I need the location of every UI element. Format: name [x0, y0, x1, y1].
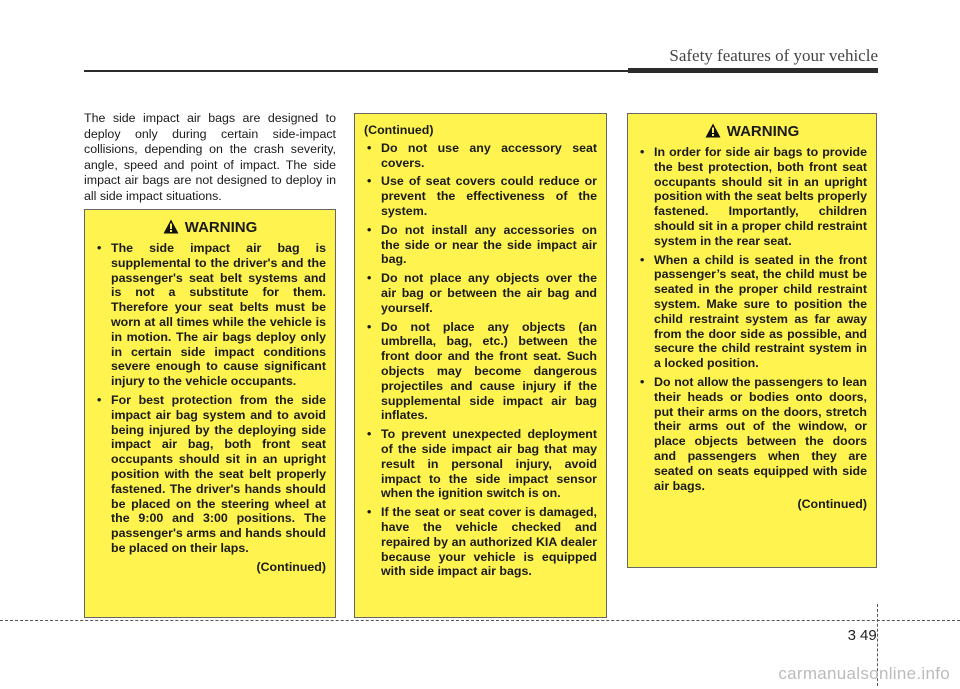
watermark: carmanualsonline.info — [778, 664, 950, 683]
section-header-title: Safety features of your vehicle — [669, 46, 878, 65]
warning-item: • In order for side air bags to provide the best protection, both front seat occupants should sit in an upright position with the seat belts properly fastened. Importantly, children should sit in a proper child restraint system in the rear seat. — [637, 145, 867, 249]
warning-item: • For best protection from the side impact air bag system and to avoid being injured by the deploying side impact air bag, both front seat occupants should sit in an upright position with the seat belt properly fastened. The driver's hands should be placed on the steering wheel at the 9:00 and 3:00 positions. The passenger's arms and hands should be placed on their laps. — [94, 393, 326, 556]
section-number: 3 — [847, 627, 856, 644]
warning-item: • Do not use any accessory seat covers. — [364, 141, 597, 171]
footer-rule — [0, 620, 960, 621]
warning-item: • When a child is seated in the front passenger’s seat, the child must be seated in the proper child restraint system. Make sure to position the child restraint system as far away from the door side as possible, and secure the child restraint system in a locked position. — [637, 253, 867, 371]
warning-heading-text: WARNING — [726, 123, 800, 140]
warning-item: • The side impact air bag is supplemental to the driver's and the passenger's seat belt systems and is not a substitute for them. Therefore your seat belts must be worn at all times while the vehicle is in motion. The air bags deploy only in certain side impact conditions severe enough to cause significant injury to the vehicle occupants. — [94, 241, 326, 389]
warning-triangle-icon — [705, 123, 721, 138]
page-number: 49 — [860, 627, 877, 644]
warning-item: • Do not place any objects (an umbrella, bag, etc.) between the front door and the front seat. Such objects may become dangerous projectiles and cause injury if the supplemental side impact air bag inflates. — [364, 320, 597, 424]
continued-label: (Continued) — [256, 559, 326, 574]
warning-box-continued — [354, 113, 607, 618]
warning-item: • Do not allow the passengers to lean their heads or bodies onto doors, put their arms on the doors, stretch their arms out of the window, or place objects between the doors and passengers when they are seated on seats equipped with side air bags. — [637, 375, 867, 493]
warning-heading-text: WARNING — [184, 219, 258, 236]
intro-paragraph: The side impact air bags are designed to deploy only during certain side-impact collisions, depending on the crash severity, angle, speed and point of impact. The side impact air bags are not designed to deploy in all side impact situations. — [84, 111, 336, 203]
warning-item: • Do not install any accessories on the side or near the side impact air bag. — [364, 223, 597, 267]
continued-label: (Continued) — [797, 497, 867, 512]
warning-triangle-icon — [163, 219, 179, 234]
continued-label: (Continued) — [364, 123, 434, 137]
warning-item: • If the seat or seat cover is damaged, have the vehicle checked and repaired by an authorized KIA dealer because your vehicle is equipped with side impact air bags. — [364, 505, 597, 579]
warning-item: • Do not place any objects over the air bag or between the air bag and yourself. — [364, 271, 597, 315]
warning-heading — [94, 219, 326, 237]
warning-heading — [637, 123, 867, 141]
header-rule-accent — [628, 68, 878, 73]
warning-item: • To prevent unexpected deployment of the side impact air bag that may result in personal injury, avoid impact to the side impact sensor when the ignition switch is on. — [364, 427, 597, 501]
warning-box-side-airbag — [84, 209, 336, 618]
warning-box-occupant-position — [627, 113, 877, 568]
warning-item: • Use of seat covers could reduce or prevent the effectiveness of the system. — [364, 174, 597, 218]
